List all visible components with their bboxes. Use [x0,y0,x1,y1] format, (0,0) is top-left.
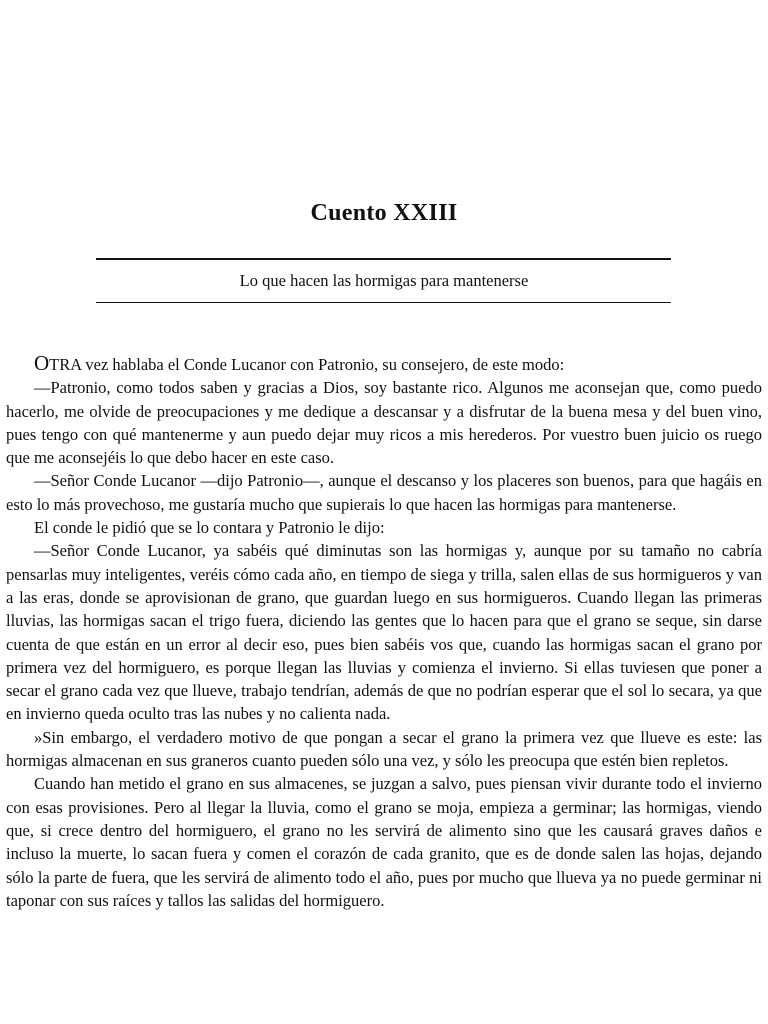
paragraph-text: TRA vez hablaba el Conde Lucanor con Patronio, su consejero, de este modo: [49,355,565,374]
paragraph [6,772,762,912]
paragraph-text: El conde le pidió que se lo contara y Patronio le dijo: [34,518,385,538]
paragraph-text: —Señor Conde Lucanor —dijo Patronio—, aunque el descanso y los placeres son buenos, para que hagáis en esto lo más provechoso, me gustaría mucho que supierais lo que hacen las hormigas para mantenerse. [6,471,762,514]
story-body [6,352,762,912]
chapter-subtitle: Lo que hacen las hormigas para mantenerse [239,271,529,290]
drop-cap: O [34,351,50,375]
paragraph [6,376,762,469]
paragraph [6,516,762,539]
paragraph-text: —Patronio, como todos saben y gracias a Dios, soy bastante rico. Algunos me aconsejan que, como puedo hacerlo, me olvide de preocupaciones y me dedique a descansar y a disfrutar de la buena mesa y del buen vino, pues tengo con qué mantenerme y aun puedo dejar muy ricos a mis herederos. Por vuestro buen juicio os ruego que me aconsejéis lo que debo hacer en este caso. [6,378,762,468]
paragraph [6,352,762,376]
paragraph-text: —Señor Conde Lucanor, ya sabéis qué diminutas son las hormigas y, aunque por su tamaño no cabría pensarlas muy inteligentes, veréis cómo cada año, en tiempo de siega y trilla, salen ellas de sus hormigueros y van a las eras, donde se aprovisionan de grano, que guardan luego en sus hormigueros. Cuando llegan las primeras lluvias, las hormigas sacan el trigo fuera, diciendo las gentes que lo hacen para que el grano se seque, sin darse cuenta de que están en un error al decir eso, pues bien sabéis vos que, cuando las hormigas sacan el grano por primera vez del hormiguero, es porque llegan las lluvias y comienza el invierno. Si ellas tuviesen que poner a secar el grano cada vez que llueve, trabajo tendrían, además de que no podrían esperar que el sol lo secara, ya que en invierno queda oculto tras las nubes y no calienta nada. [6,541,762,724]
title-rule-bottom [96,302,671,303]
paragraph-text: »Sin embargo, el verdadero motivo de que pongan a secar el grano la primera vez que llueve es este: las hormigas almacenan en sus graneros cuanto pueden sólo una vez, y sólo les preocupa que estén bien repletos. [6,727,762,771]
chapter-title: Cuento XXIII [310,200,458,226]
paragraph [6,539,762,725]
paragraph-text: Cuando han metido el grano en sus almacenes, se juzgan a salvo, pues piensan vivir durante todo el invierno con esas provisiones. Pero al llegar la lluvia, como el grano se moja, empieza a germinar; las hormigas, viendo que, si crece dentro del hormiguero, el grano no les servirá de alimento sino que les causará graves daños e incluso la muerte, lo sacan fuera y comen el corazón de cada granito, que es de donde salen las hojas, dejando sólo la parte de fuera, que les servirá de alimento todo el año, pues por mucho que llueva ya no puede germinar ni taponar con sus raíces y tallos las salidas del hormiguero. [6,774,762,910]
title-rule-top [96,258,671,260]
paragraph [6,469,762,516]
paragraph [6,726,762,773]
